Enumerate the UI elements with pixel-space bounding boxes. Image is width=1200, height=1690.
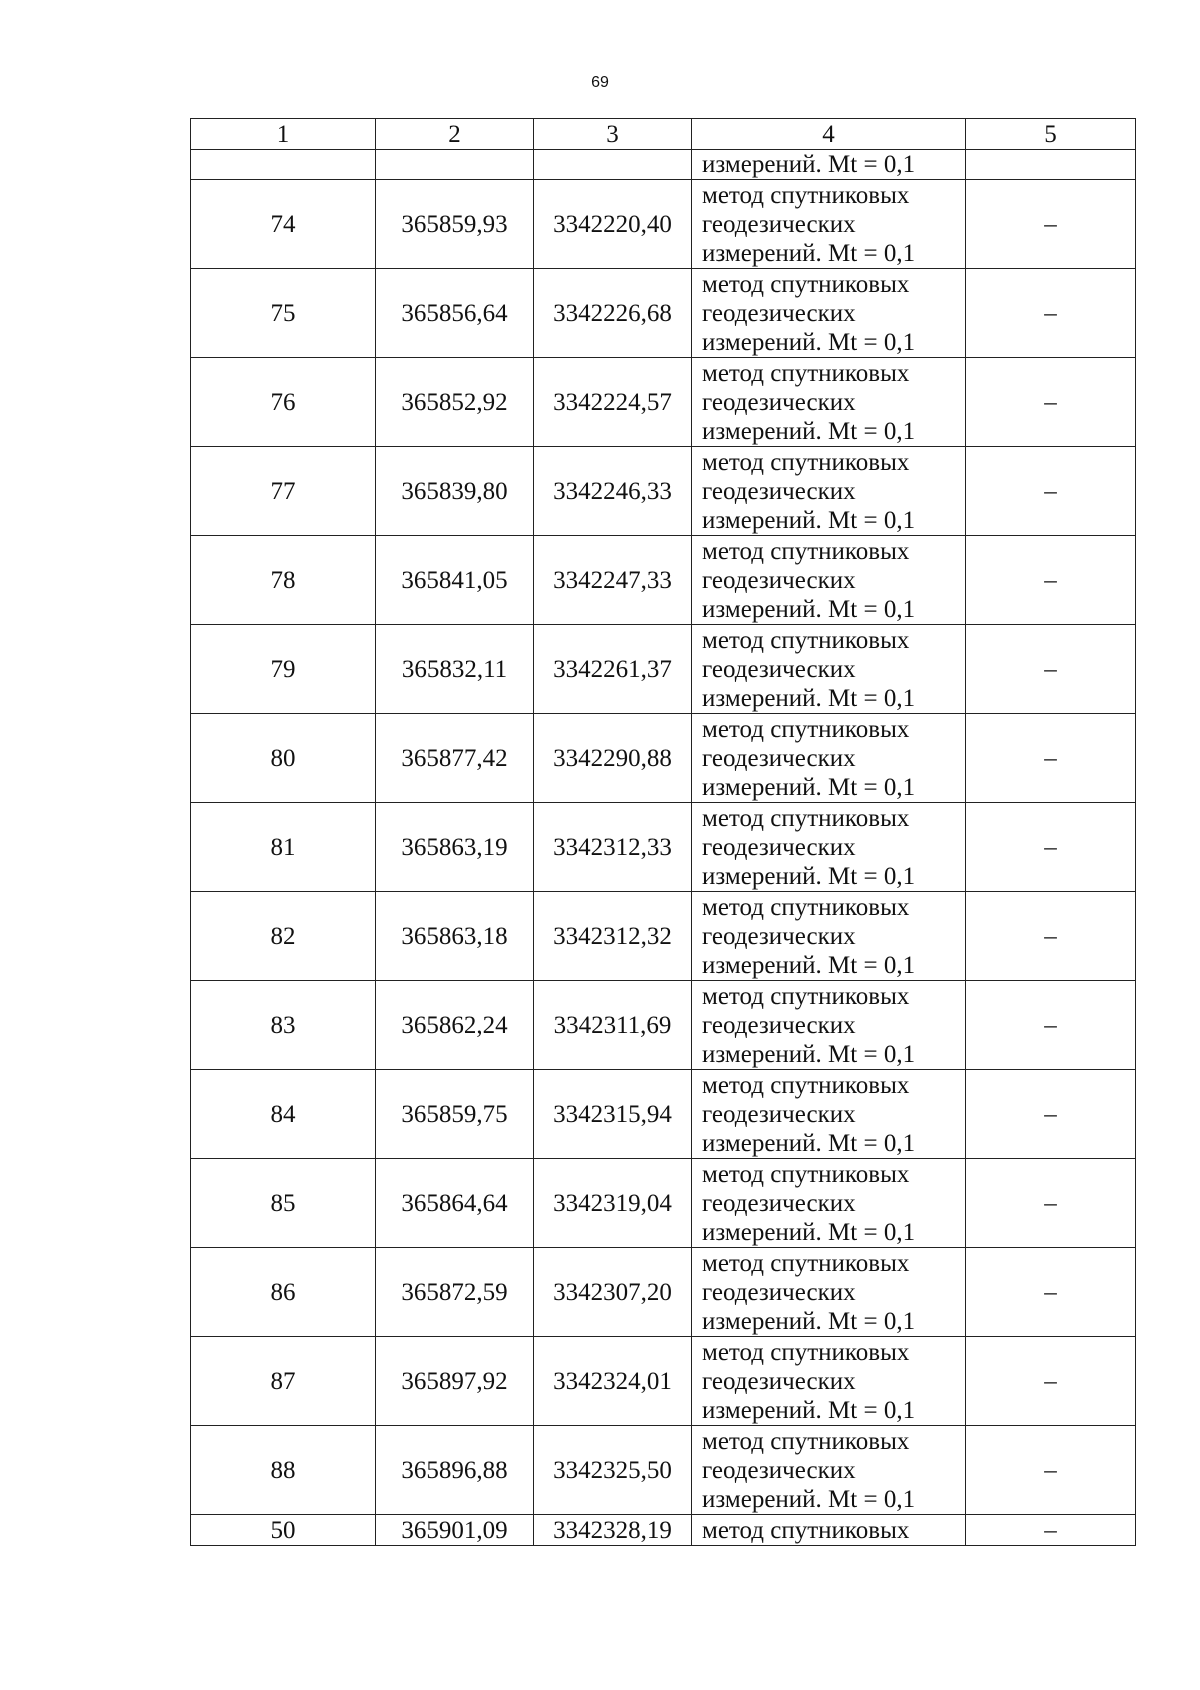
continuation-row (191, 150, 1136, 180)
method-line: метод спутниковых (702, 1338, 910, 1366)
method-line: метод спутниковых (702, 1160, 910, 1188)
cell-method: измерений. Mt = 0,1 (692, 150, 966, 180)
cell-point-number: 87 (191, 1337, 376, 1426)
cell-note: – (966, 536, 1136, 625)
method-line: измерений. Mt = 0,1 (702, 951, 916, 979)
table-row (191, 714, 1136, 803)
cell-method (692, 625, 966, 714)
method-line: измерений. Mt = 0,1 (702, 239, 916, 267)
method-line: метод спутниковых (702, 270, 910, 298)
column-header-2: 2 (376, 119, 534, 150)
method-line: геодезических (702, 388, 856, 416)
method-line: измерений. Mt = 0,1 (702, 684, 916, 712)
method-line: геодезических (702, 477, 856, 505)
cell-x: 365872,59 (376, 1248, 534, 1337)
cell-method (692, 1070, 966, 1159)
table-row (191, 1426, 1136, 1515)
page-number: 69 (591, 74, 609, 91)
cell-x: 365852,92 (376, 358, 534, 447)
method-line: метод спутниковых (702, 1427, 910, 1455)
cell-note: – (966, 625, 1136, 714)
method-line: измерений. Mt = 0,1 (702, 773, 916, 801)
cell-x: 365864,64 (376, 1159, 534, 1248)
cell-method: метод спутниковых (692, 1515, 966, 1546)
cell-method (692, 1426, 966, 1515)
cell-y: 3342315,94 (534, 1070, 692, 1159)
cell-y: 3342307,20 (534, 1248, 692, 1337)
method-line: измерений. Mt = 0,1 (702, 506, 916, 534)
cell-note: – (966, 1515, 1136, 1546)
method-line: измерений. Mt = 0,1 (702, 1218, 916, 1246)
cell-x: 365897,92 (376, 1337, 534, 1426)
cell-note: – (966, 1159, 1136, 1248)
cell-point-number: 83 (191, 981, 376, 1070)
cell-point-number: 76 (191, 358, 376, 447)
method-line: геодезических (702, 744, 856, 772)
method-line: метод спутниковых (702, 448, 910, 476)
cell-note: – (966, 358, 1136, 447)
column-header-1: 1 (191, 119, 376, 150)
cell-note: – (966, 1070, 1136, 1159)
cell-x: 365841,05 (376, 536, 534, 625)
cell-note: – (966, 803, 1136, 892)
cell-method (692, 803, 966, 892)
table-row (191, 1337, 1136, 1426)
cell-method (692, 447, 966, 536)
method-line: метод спутниковых (702, 626, 910, 654)
table-row (191, 803, 1136, 892)
method-line: измерений. Mt = 0,1 (702, 1307, 916, 1335)
table-row (191, 536, 1136, 625)
method-line: метод спутниковых (702, 1249, 910, 1277)
method-line: геодезических (702, 1278, 856, 1306)
cell-point-number: 81 (191, 803, 376, 892)
method-line: геодезических (702, 1367, 856, 1395)
cell-x: 365859,93 (376, 180, 534, 269)
cell-x: 365863,18 (376, 892, 534, 981)
cell-note: – (966, 447, 1136, 536)
cell-x: 365859,75 (376, 1070, 534, 1159)
cell-point-number: 82 (191, 892, 376, 981)
cell-point-number: 78 (191, 536, 376, 625)
cell-x: 365856,64 (376, 269, 534, 358)
cell-note: – (966, 180, 1136, 269)
cell-note: – (966, 1248, 1136, 1337)
table-row (191, 981, 1136, 1070)
cell-y: 3342246,33 (534, 447, 692, 536)
cell-method (692, 269, 966, 358)
table-row (191, 1248, 1136, 1337)
cell-point-number: 86 (191, 1248, 376, 1337)
cell-y (534, 150, 692, 180)
cell-method (692, 1248, 966, 1337)
cell-y: 3342312,33 (534, 803, 692, 892)
cell-point-number: 77 (191, 447, 376, 536)
method-line: геодезических (702, 210, 856, 238)
cell-y: 3342226,68 (534, 269, 692, 358)
method-line: метод спутниковых (702, 359, 910, 387)
cell-x: 365862,24 (376, 981, 534, 1070)
table-row (191, 1070, 1136, 1159)
cell-note: – (966, 714, 1136, 803)
cell-x (376, 150, 534, 180)
table-row (191, 269, 1136, 358)
table-body (191, 150, 1136, 1546)
cell-point-number: 84 (191, 1070, 376, 1159)
cell-y: 3342247,33 (534, 536, 692, 625)
cell-y: 3342312,32 (534, 892, 692, 981)
cell-note: – (966, 269, 1136, 358)
cell-y: 3342328,19 (534, 1515, 692, 1546)
coordinates-table (190, 118, 1136, 1546)
method-line: метод спутниковых (702, 537, 910, 565)
cell-point-number: 79 (191, 625, 376, 714)
method-line: измерений. Mt = 0,1 (702, 862, 916, 890)
cell-x: 365877,42 (376, 714, 534, 803)
cell-method (692, 180, 966, 269)
method-line: измерений. Mt = 0,1 (702, 417, 916, 445)
cell-note: – (966, 1337, 1136, 1426)
cell-x: 365896,88 (376, 1426, 534, 1515)
method-line: метод спутниковых (702, 982, 910, 1010)
method-line: измерений. Mt = 0,1 (702, 1485, 916, 1513)
cell-y: 3342220,40 (534, 180, 692, 269)
cell-method (692, 536, 966, 625)
column-header-3: 3 (534, 119, 692, 150)
table-row (191, 625, 1136, 714)
method-line: метод спутниковых (702, 804, 910, 832)
cell-x: 365863,19 (376, 803, 534, 892)
cell-method (692, 1337, 966, 1426)
cell-point-number: 75 (191, 269, 376, 358)
table-row (191, 358, 1136, 447)
cell-point-number: 85 (191, 1159, 376, 1248)
cell-note: – (966, 892, 1136, 981)
cell-method (692, 714, 966, 803)
cell-method (692, 358, 966, 447)
table-row (191, 1515, 1136, 1546)
method-line: геодезических (702, 1189, 856, 1217)
cell-y: 3342324,01 (534, 1337, 692, 1426)
method-line: измерений. Mt = 0,1 (702, 595, 916, 623)
method-line: измерений. Mt = 0,1 (702, 1129, 916, 1157)
cell-x: 365832,11 (376, 625, 534, 714)
cell-point-number: 74 (191, 180, 376, 269)
cell-y: 3342261,37 (534, 625, 692, 714)
cell-point-number: 88 (191, 1426, 376, 1515)
table-header-row (191, 119, 1136, 150)
cell-note: – (966, 981, 1136, 1070)
method-line: метод спутниковых (702, 715, 910, 743)
method-line: геодезических (702, 833, 856, 861)
cell-point-number: 50 (191, 1515, 376, 1546)
method-line: геодезических (702, 1456, 856, 1484)
cell-point-number (191, 150, 376, 180)
cell-y: 3342311,69 (534, 981, 692, 1070)
cell-note: – (966, 1426, 1136, 1515)
method-line: геодезических (702, 922, 856, 950)
method-line: измерений. Mt = 0,1 (702, 1040, 916, 1068)
cell-y: 3342290,88 (534, 714, 692, 803)
cell-y: 3342325,50 (534, 1426, 692, 1515)
method-line: геодезических (702, 1100, 856, 1128)
cell-y: 3342224,57 (534, 358, 692, 447)
cell-method (692, 1159, 966, 1248)
cell-x: 365901,09 (376, 1515, 534, 1546)
method-line: геодезических (702, 655, 856, 683)
table-row (191, 180, 1136, 269)
method-line: геодезических (702, 299, 856, 327)
cell-method (692, 892, 966, 981)
table-row (191, 1159, 1136, 1248)
method-line: геодезических (702, 566, 856, 594)
column-header-5: 5 (966, 119, 1136, 150)
table-row (191, 447, 1136, 536)
table-row (191, 892, 1136, 981)
cell-x: 365839,80 (376, 447, 534, 536)
method-line: метод спутниковых (702, 893, 910, 921)
method-line: метод спутниковых (702, 1071, 910, 1099)
cell-y: 3342319,04 (534, 1159, 692, 1248)
method-line: измерений. Mt = 0,1 (702, 328, 916, 356)
column-header-4: 4 (692, 119, 966, 150)
method-line: измерений. Mt = 0,1 (702, 1396, 916, 1424)
method-line: геодезических (702, 1011, 856, 1039)
cell-point-number: 80 (191, 714, 376, 803)
cell-method (692, 981, 966, 1070)
method-line: метод спутниковых (702, 181, 910, 209)
cell-note (966, 150, 1136, 180)
